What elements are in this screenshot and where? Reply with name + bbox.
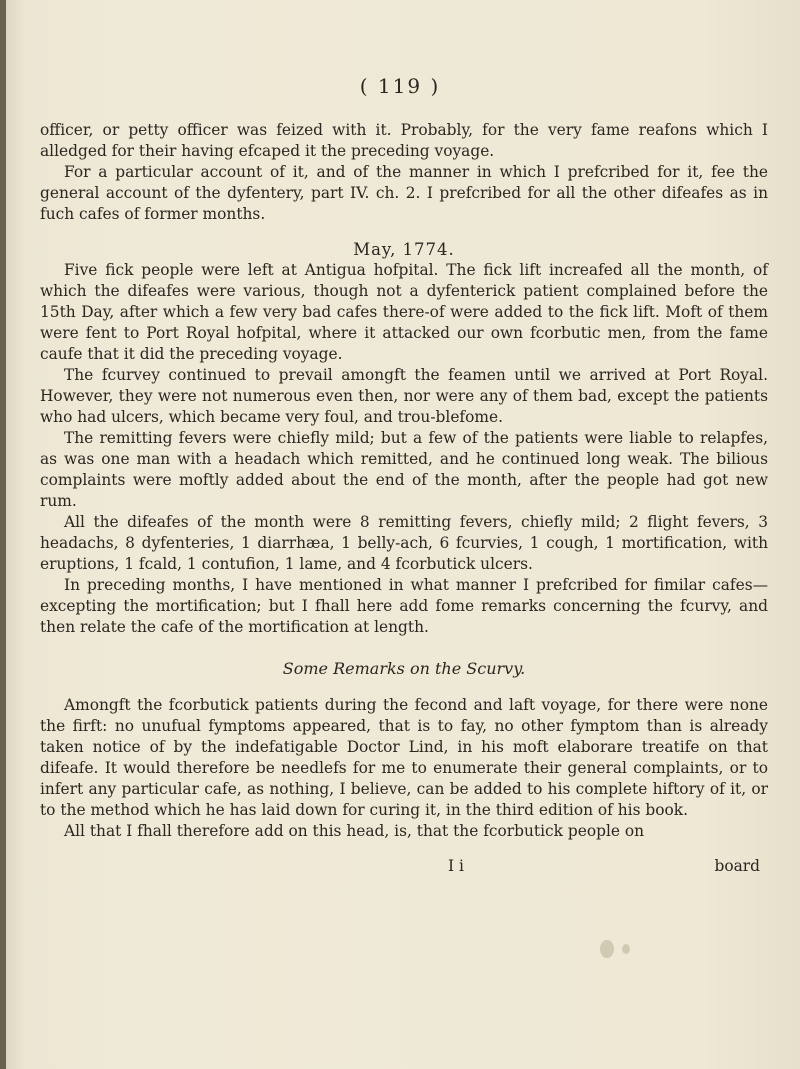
- paragraph: All that I fhall therefore add on this head, is, that the fcorbutick people on: [64, 822, 645, 840]
- catchword: board: [714, 857, 760, 875]
- paragraph: Five fick people were left at Antigua hofpital. The fick lift increafed all the month, of which the difeafes were various, though not a dyfenterick patient complained before the 15th Day, after which a few very bad cafes there-of were added to the fick lift. Moft of them were fent to Port Royal hofpital, where it attacked our own fcorbutic men, from the fame caufe that it did the preceding voyage.: [40, 261, 768, 363]
- paragraph: In preceding months, I have mentioned in what manner I prefcribed for fimilar cafes—excepting the mortification; but I fhall here add fome remarks concerning the fcurvy, and then relate the cafe of the mortification at length.: [40, 576, 768, 636]
- foxing-spot: [600, 940, 614, 958]
- paragraph: The remitting fevers were chiefly mild; but a few of the patients were liable to relapfes, as was one man with a headach which remitted, and he continued long weak. The bilious complaints were moftly added about the end of the month, after the people had got new rum.: [40, 429, 768, 510]
- signature-mark: I i: [448, 857, 464, 875]
- foxing-spot: [622, 944, 630, 954]
- section-heading: May, 1774.: [353, 240, 455, 259]
- paragraph: For a particular account of it, and of the manner in which I prefcribed for it, fee the general account of the dyfentery, part IV. ch. 2. I prefcribed for all the other difeafes as in fuch cafes of former months.: [40, 163, 768, 223]
- paragraph: officer, or petty officer was feized with it. Probably, for the very fame reafons which I alledged for their having efcaped it the preceding voyage.: [40, 121, 768, 160]
- binding-gutter: [0, 0, 6, 1069]
- paragraph: The fcurvey continued to prevail amongft the feamen until we arrived at Port Royal. However, they were not numerous even then, nor were any of them bad, except the patients who had ulcers, which became very foul, and trou-blefome.: [40, 366, 768, 426]
- paragraph: All the difeafes of the month were 8 remitting fevers, chiefly mild; 2 flight fevers, 3 headachs, 8 dyfenteries, 1 diarrhæa, 1 belly-ach, 6 fcurvies, 1 cough, 1 mortification, with eruptions, 1 fcald, 1 contufion, 1 lame, and 4 fcorbutick ulcers.: [40, 513, 768, 573]
- paragraph: Amongft the fcorbutick patients during the fecond and laft voyage, for there were none the firft: no unufual fymptoms appeared, that is to fay, no other fymptom than is already taken notice of by the indefatigable Doctor Lind, in his moft elaborare treatife on that difeafe. It would therefore be needlefs for me to enumerate their general complaints, or to infert any particular cafe, as nothing, I believe, can be added to his complete hiftory of it, or to the method which he has laid down for curing it, in the third edition of his book.: [40, 696, 768, 819]
- sub-heading: Some Remarks on the Scurvy.: [282, 659, 526, 678]
- page-number: ( 119 ): [359, 74, 441, 98]
- body-text: [40, 120, 768, 842]
